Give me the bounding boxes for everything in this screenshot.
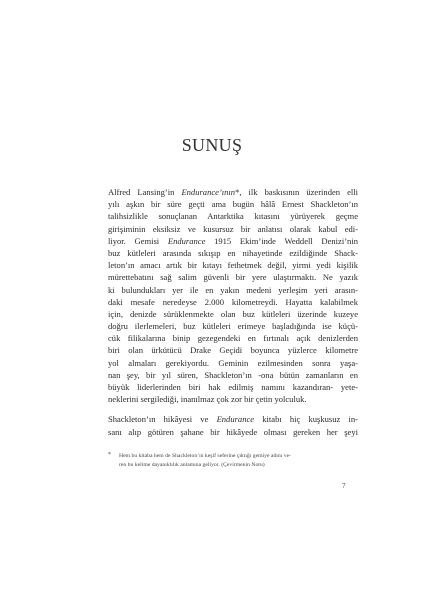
- body-text: [108, 186, 358, 438]
- paragraph-2: [108, 413, 358, 437]
- page-number: 7: [342, 482, 346, 490]
- text-line: ki bulundukları yer ile en yakın medeni yerleşim yeri arasın-: [108, 284, 358, 295]
- footnote-text: [119, 452, 360, 470]
- text-line: buz kütleleri arasında sıkışıp en nihayetinde ezildiğinde Shack-: [108, 247, 358, 258]
- text-line: için, denizde sürüklenmekte olan buz kütleleri üzerinde kuzeye: [108, 308, 358, 319]
- footnote: [108, 452, 360, 470]
- text-line: yılı aşkın bir süre geçti ama bugün hâlâ Ernest Shackleton’ın: [108, 199, 358, 210]
- text-line: sanı alıp götüren şahane bir hikâyede olması gereken her şeyi: [108, 426, 358, 437]
- text-line: leton’ın amacı artık bir kıtayı fethetmek değil, yirmi yedi kişilik: [108, 260, 358, 271]
- text-line: cük filikalarına binip gezegendeki en fırtınalı açık denizlerden: [108, 333, 358, 344]
- text-line: mürettebatını sağ salim güvenli bir yere ulaştırmaktı. Ne yazık: [108, 272, 358, 283]
- text-line: büyük liderlerinden biri hak edilmiş namını kazandıran- yete-: [108, 382, 358, 392]
- text-line: doğru ilerlemeleri, buz kütleleri erimeye başladığında ise küçü-: [108, 321, 358, 332]
- chapter-title: SUNUŞ: [181, 135, 243, 155]
- text-line: nan şey, bir yıl süren, Shackleton’ın -ona bütün zamanların en: [108, 369, 358, 380]
- text-line: yol almaları gerekiyordu. Geminin ezilmesinden sonra yaşa-: [108, 357, 358, 368]
- text-line: girişiminin eksiksiz ve kusursuz bir anlatısı olarak kabul edi-: [108, 223, 358, 234]
- text-line: liyor. Gemisi Endurance 1915 Ekim’inde Weddell Denizi’nin: [108, 235, 358, 246]
- paragraph-1: [108, 186, 358, 405]
- text-line: Shackleton’ın hikâyesi ve Endurance kitabı hiç kuşkusuz in-: [108, 414, 358, 425]
- footnote-mark: *: [108, 452, 111, 458]
- text-line: Alfred Lansing’in Endurance’ının*, ilk baskısının üzerinden elli: [108, 187, 358, 197]
- text-line: biri olan ürkütücü Drake Geçidi boyunca yüzlerce kilometre: [108, 345, 358, 356]
- text-line: daki mesafe neredeyse 2.000 kilometreydi. Hayatta kalabilmek: [108, 296, 358, 307]
- text-line: neklerini sergilediği, inanılmaz çok zor bir çetin yolculuk.: [108, 394, 307, 405]
- text-line: talihsizlikle sonuçlanan Antarktika kıtasını yürüyerek geçme: [108, 211, 358, 222]
- footnote-line: Hem bu kitaba hem de Shackleton’ın keşif seferine çıktığı gemiye adını ve-: [119, 453, 291, 459]
- footnote-line: ren bu kelime dayanıklılık anlamına geliyor. (Çevirmenin Notu): [119, 462, 265, 468]
